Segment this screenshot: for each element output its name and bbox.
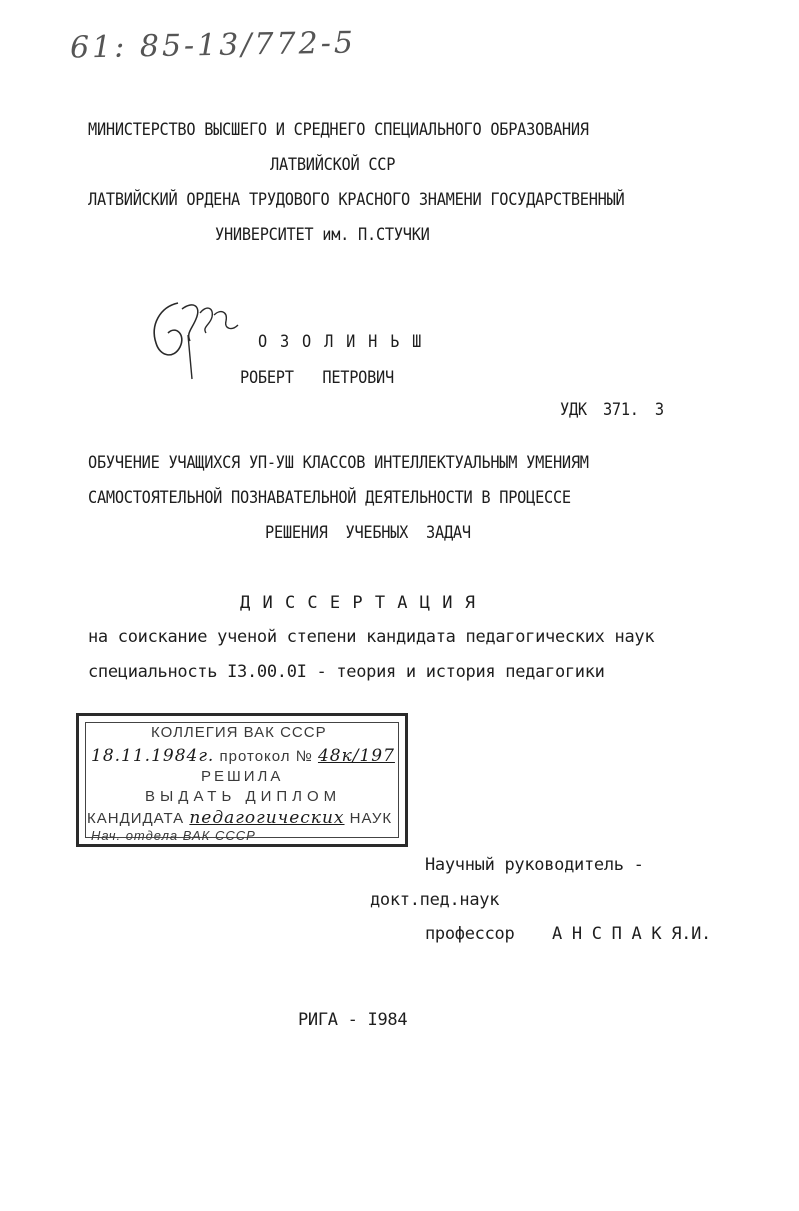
city-year: РИГА - I984 — [298, 1010, 408, 1030]
title-line1: ОБУЧЕНИЕ УЧАЩИХСЯ УП-УШ КЛАССОВ ИНТЕЛЛЕКТУАЛЬНЫМ УМЕНИЯМ — [88, 453, 589, 473]
vak-stamp — [76, 713, 408, 847]
stamp-heading: КОЛЛЕГИЯ ВАК СССР — [151, 724, 327, 741]
advisor-degree: докт.пед.наук — [370, 890, 500, 910]
advisor-name: А Н С П А К Я.И. — [552, 924, 711, 944]
stamp-degree-row — [87, 808, 392, 828]
ministry-heading: МИНИСТЕРСТВО ВЫСШЕГО И СРЕДНЕГО СПЕЦИАЛЬНОГО ОБРАЗОВАНИЯ — [88, 120, 589, 140]
advisor-role: Научный руководитель - — [425, 855, 644, 875]
stamp-science-label: НАУК — [349, 810, 393, 827]
dissertation-purpose: на соискание ученой степени кандидата педагогических наук — [88, 627, 655, 647]
stamp-issue-diploma: ВЫДАТЬ ДИПЛОМ — [145, 788, 342, 805]
stamp-decided: РЕШИЛА — [201, 768, 284, 785]
stamp-department-head: Нач. отдела ВАК СССР — [91, 828, 256, 843]
dissertation-specialty: специальность I3.00.0I - теория и история педагогики — [88, 662, 605, 682]
stamp-protocol-row — [91, 746, 395, 766]
advisor-title: профессор — [425, 924, 515, 944]
stamp-protocol-number: 48к/197 — [317, 746, 395, 766]
republic-heading: ЛАТВИЙСКОЙ ССР — [270, 155, 396, 175]
university-heading-line2: УНИВЕРСИТЕТ им. П.СТУЧКИ — [215, 225, 430, 245]
author-surname: О З О Л И Н Ь Ш — [258, 332, 424, 352]
stamp-candidate-label: КАНДИДАТА — [87, 810, 185, 827]
udk-code: УДК 371. 3 — [560, 400, 664, 420]
title-line2: САМОСТОЯТЕЛЬНОЙ ПОЗНАВАТЕЛЬНОЙ ДЕЯТЕЛЬНОСТИ В ПРОЦЕССЕ — [88, 488, 571, 508]
author-name: РОБЕРТ ПЕТРОВИЧ — [240, 368, 394, 388]
title-line3: РЕШЕНИЯ УЧЕБНЫХ ЗАДАЧ — [265, 523, 471, 543]
archive-mark: 61: 85-13/772-5 — [69, 25, 357, 66]
stamp-date: 18.11.1984г. — [91, 746, 215, 766]
dissertation-label: Д И С С Е Р Т А Ц И Я — [240, 593, 476, 613]
stamp-field-handwritten: педагогических — [189, 808, 345, 828]
university-heading-line1: ЛАТВИЙСКИЙ ОРДЕНА ТРУДОВОГО КРАСНОГО ЗНАМЕНИ ГОСУДАРСТВЕННЫЙ — [88, 190, 625, 210]
stamp-protocol-label: протокол № — [219, 748, 313, 765]
author-signature — [140, 295, 250, 385]
